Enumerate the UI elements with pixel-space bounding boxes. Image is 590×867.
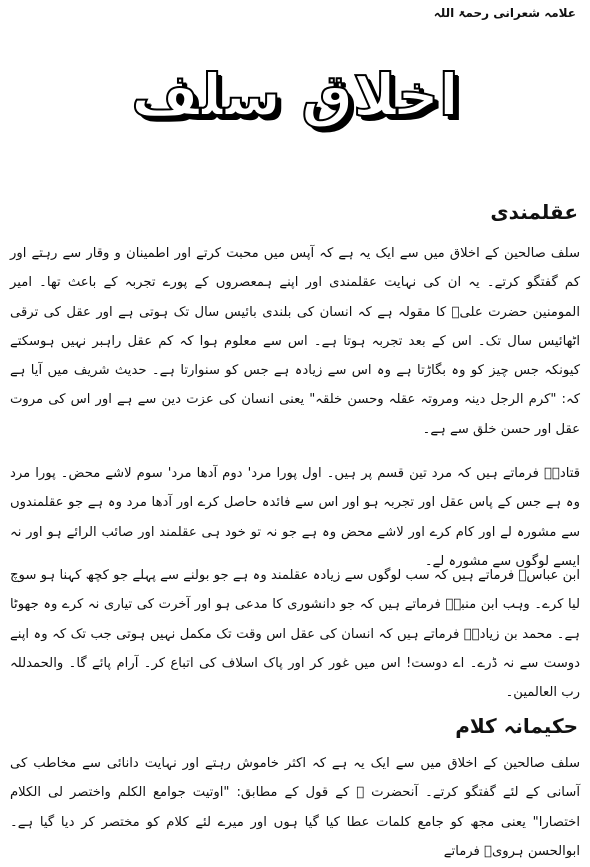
section-heading-wisdom: عقلمندی: [490, 200, 578, 224]
paragraph: سلف صالحین کے اخلاق میں سے ایک یہ ہے کہ اکثر خاموش رہتے اور نہایت دانائی سے مخاطب کی آسانی کے لئے گفتگو کرتے۔ آنحضرت ﷺ کے قول کے مطابق: "اوتیت جوامع الکلم واختصر لی الکلام اختصارا" یعنی مجھ کو جامع کلمات عطا کیا گیا ہوں اور میرے لئے کلام کو مختصر کر دیا گیا ہے۔ ابوالحسن ہرویؒ فرماتے: [10, 756, 580, 859]
title-banner: [0, 40, 590, 150]
section-heading-wise-speech: حکیمانہ کلام: [455, 714, 578, 738]
paragraph: سلف صالحین کے اخلاق میں سے ایک یہ ہے کہ آپس میں محبت کرتے اور اطمینان و وقار سے رہتے اور کم گفتگو کرتے۔ یہ ان کی نہایت عقلمندی اور اپنے ہمعصروں کے پورے تجربہ کے باعث تھا۔ امیر المومنین حضرت علیؓ کا مقولہ ہے کہ انسان کی بلندی بائیس سال تک ہوتی ہے اور عقل کی ترقی اٹھائیس سال تک۔ اس کے بعد تجربہ ہوتا ہے۔ اس سے معلوم ہوا کہ کم عقل راہبر نہیں ہوسکتے کیونکہ جس چیز کو وہ بگاڑتا ہے وہ اس سے زیادہ ہے جس کو سنوارتا ہے۔ حدیث شریف میں آیا ہے کہ: "کرم الرجل دینہ ومروتہ عقلہ وحسن خلقہ" یعنی انسان کی عزت دین سے ہے اور اس کی مروت عقل اور حسن خلق سے ہے۔: [10, 246, 580, 437]
page-title: اخلاق سلف: [131, 61, 459, 129]
paragraph: قتادہؓ فرماتے ہیں کہ مرد تین قسم پر ہیں۔ اول پورا مرد' دوم آدھا مرد' سوم لاشے محض۔ پورا مرد وہ ہے جس کے پاس عقل اور تجربہ ہو اور اس سے فائدہ حاصل کرے اور آدھا مرد وہ ہے جو عقلمندوں سے مشورہ لے اور کام کرے اور لاشے محض وہ ہے جو نہ تو خود ہی عقلمند اور صائب الرائے ہو اور نہ ایسے لوگوں سے مشورہ لے۔: [10, 466, 580, 569]
author-line: علامہ شعرانی رحمۃ اللہ: [433, 6, 576, 20]
paragraph: ابن عباسؓ فرماتے ہیں کہ سب لوگوں سے زیادہ عقلمند وہ ہے جو بولنے سے پہلے جو کچھ کہنا ہو سوچ لیا کرے۔ وہب ابن منبہؒ فرماتے ہیں کہ جو دانشوری کا مدعی ہو اور آخرت کی تیاری نہ کرے وہ جھوٹا ہے۔ محمد بن زیادہؒ فرماتے ہیں کہ انسان کی عقل اس وقت تک مکمل نہیں ہوتی جب تک کہ وہ اپنے دوست سے نہ ڈرے۔ اے دوست! اس میں غور کر اور پاک اسلاف کی اتباع کر۔ آرام پائے گا۔ والحمدللہ رب العالمین۔: [10, 568, 580, 701]
